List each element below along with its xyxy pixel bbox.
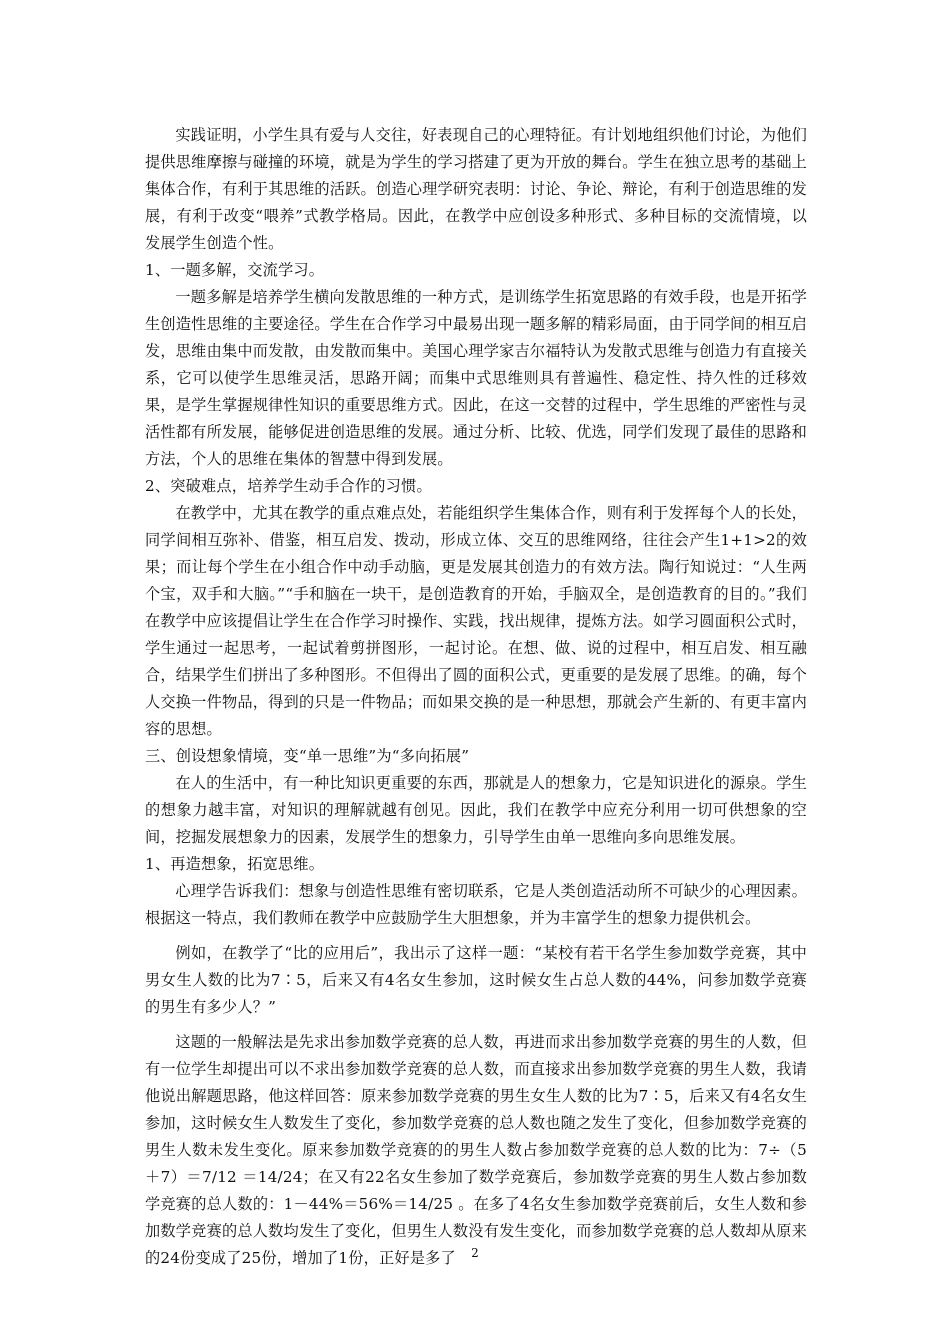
- paragraph-imagination: 在人的生活中，有一种比知识更重要的东西，那就是人的想象力，它是知识进化的源泉。学生的想象力越丰富，对知识的理解就越有创见。因此，我们在教学中应充分利用一切可供想象的空间，挖掘发展想象力的因素，发展学生的想象力，引导学生由单一思维向多向思维发展。: [145, 774, 807, 846]
- paragraph-divergent-thinking: 一题多解是培养学生横向发散思维的一种方式，是训练学生拓宽思路的有效手段，也是开拓学生创造性思维的主要途径。学生在合作学习中最易出现一题多解的精彩局面，由于同学间的相互启发，思维由集中而发散，由发散而集中。美国心理学家吉尔福特认为发散式思维与创造力有直接关系，它可以使学生思维灵活，思路开阔；而集中式思维则具有普遍性、稳定性、持久性的迁移效果，是学生掌握规律性知识的重要思维方式。因此，在这一交替的过程中，学生思维的严密性与灵活性都有所发展，能够促进创造思维的发展。通过分析、比较、优选，同学们发现了最佳的思路和方法，个人的思维在集体的智慧中得到发展。: [145, 288, 807, 468]
- heading-section-2: 2、突破难点，培养学生动手合作的习惯。: [145, 477, 432, 495]
- paragraph-example-problem: 例如，在教学了“比的应用后”，我出示了这样一题：“某校有若干名学生参加数学竞赛，其中男女生人数的比为7∶5，后来又有4名女生参加，这时候女生占总人数的44%，问参加数学竞赛的男生有多少人？”: [145, 944, 807, 1016]
- paragraph-intro: 实践证明，小学生具有爱与人交往，好表现自己的心理特征。有计划地组织他们讨论，为他们提供思维摩擦与碰撞的环境，就是为学生的学习搭建了更为开放的舞台。学生在独立思考的基础上集体合作，有利于其思维的活跃。创造心理学研究表明：讨论、争论、辩论，有利于创造思维的发展，有利于改变“喂养”式教学格局。因此，在教学中应创设多种形式、多种目标的交流情境，以发展学生创造个性。: [145, 126, 807, 252]
- paragraph-solution: 这题的一般解法是先求出参加数学竞赛的总人数，再进而求出参加数学竞赛的男生的人数，但有一位学生却提出可以不求出参加数学竞赛的总人数，而直接求出参加数学竞赛的男生人数，我请他说出解题思路，他这样回答：原来参加数学竞赛的男生女生人数的比为7∶5，后来又有4名女生参加，这时候女生人数发生了变化，参加数学竞赛的总人数也随之发生了变化，但参加数学竞赛的男生人数未发生变化。原来参加数学竞赛的的男生人数占参加数学竞赛的总人数的比为：7÷（5＋7）＝7/12 ＝14/24；在又有22名女生参加了数学竞赛后，参加数学竞赛的男生人数占参加数学竞赛的总人数的：1－44%＝56%＝14/25 。在多了4名女生参加数学竞赛前后，女生人数和参加数学竞赛的总人数均发生了变化，但男生人数没有发生变化，而参加数学竞赛的总人数却从原来的24份变成了25份，增加了1份，正好是多了: [145, 1033, 807, 1267]
- heading-section-1: 1、一题多解，交流学习。: [145, 261, 325, 279]
- page-number: 2: [471, 1246, 479, 1260]
- document-body: [145, 122, 807, 1272]
- heading-part-3: 三、创设想象情境，变“单一思维”为“多向拓展”: [145, 747, 470, 765]
- paragraph-cooperation: 在教学中，尤其在教学的重点难点处，若能组织学生集体合作，则有利于发挥每个人的长处，同学间相互弥补、借鉴，相互启发、拨动，形成立体、交互的思维网络，往往会产生1+1>2的效果；而让每个学生在小组合作中动手动脑，更是发展其创造力的有效方法。陶行知说过：“人生两个宝，双手和大脑。”“手和脑在一块干，是创造教育的开始，手脑双全，是创造教育的目的。”我们在教学中应该提倡让学生在合作学习时操作、实践，找出规律，提炼方法。如学习圆面积公式时，学生通过一起思考，一起试着剪拼图形，一起讨论。在想、做、说的过程中，相互启发、相互融合，结果学生们拼出了多种图形。不但得出了圆的面积公式，更重要的是发展了思维。的确，每个人交换一件物品，得到的只是一件物品；而如果交换的是一种思想，那就会产生新的、有更丰富内容的思想。: [145, 504, 807, 738]
- heading-reconstructive-imagination: 1、再造想象，拓宽思维。: [145, 855, 325, 873]
- paragraph-psychology: 心理学告诉我们：想象与创造性思维有密切联系，它是人类创造活动所不可缺少的心理因素。根据这一特点，我们教师在教学中应鼓励学生大胆想象，并为丰富学生的想象力提供机会。: [145, 882, 807, 927]
